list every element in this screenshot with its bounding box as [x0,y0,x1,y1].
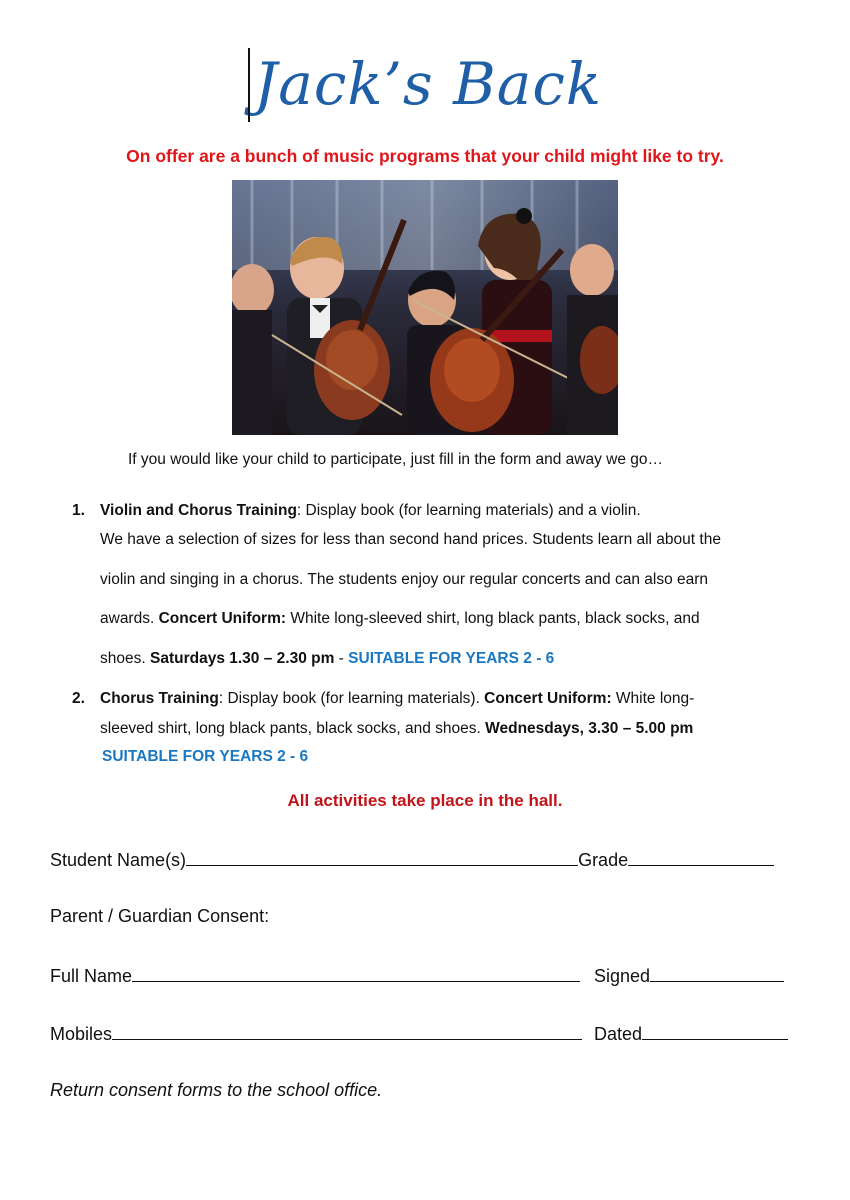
program-name: Chorus Training [100,690,219,707]
program-text: awards. [100,610,159,627]
schedule-text: Saturdays 1.30 – 2.30 pm [149,650,335,667]
program-text: shoes. [100,650,150,667]
program-line [100,719,693,739]
signed-label: Signed [594,966,651,986]
intro-text: If you would like your child to participate, just fill in the form and away we go… [128,451,664,468]
list-number: 1. [72,502,85,519]
full-name-row [50,965,580,987]
program-text: : Display book (for learning materials) and a violin. [296,502,641,519]
orchestra-photo [232,180,618,435]
page-title [248,46,602,122]
program-line [100,501,641,521]
dated-row [594,1023,788,1045]
schedule-text: Wednesdays, 3.30 – 5.00 pm [485,720,694,737]
page-title-text: Jack’s Back [254,50,602,118]
suitable-years-label: SUITABLE FOR YEARS 2 - 6 [102,748,309,765]
program-line [100,649,554,669]
student-name-label: Student Name(s) [50,850,187,870]
program-text: sleeved shirt, long black pants, black socks, and shoes. [100,720,486,737]
signed-field[interactable] [650,965,784,982]
program-text: - [334,650,349,667]
return-note: Return consent forms to the school office. [50,1080,383,1100]
list-number: 2. [72,690,85,707]
hall-note: All activities take place in the hall. [287,791,563,810]
suitable-years-label: SUITABLE FOR YEARS 2 - 6 [348,650,555,667]
program-line [100,609,700,629]
student-name-row [50,849,774,871]
program-text: White long-sleeved shirt, long black pants, black socks, and [286,610,700,627]
full-name-field[interactable] [132,965,580,982]
text-cursor [248,48,250,122]
consent-label: Parent / Guardian Consent: [50,906,270,926]
program-line [102,747,308,767]
mobiles-row [50,1023,582,1045]
program-name: Violin and Chorus Training [100,502,297,519]
uniform-label: Concert Uniform: [158,610,287,627]
full-name-label: Full Name [50,966,133,986]
program-text: : Display book (for learning materials). [218,690,485,707]
dated-label: Dated [594,1024,643,1044]
uniform-label: Concert Uniform: [484,690,612,707]
offer-heading: On offer are a bunch of music programs that your child might like to try. [126,146,724,166]
signed-row [594,965,784,987]
program-line: violin and singing in a chorus. The students enjoy our regular concerts and can also earn [100,571,709,588]
grade-label: Grade [578,850,629,870]
student-name-field[interactable] [186,849,578,866]
dated-field[interactable] [642,1023,788,1040]
program-line: We have a selection of sizes for less than second hand prices. Students learn all about the [100,531,721,548]
mobiles-field[interactable] [112,1023,582,1040]
program-line [100,689,694,709]
grade-field[interactable] [628,849,774,866]
program-text: White long- [611,690,695,707]
orchestra-photo-illustration [232,180,618,435]
title-wrap [0,46,850,122]
mobiles-label: Mobiles [50,1024,113,1044]
